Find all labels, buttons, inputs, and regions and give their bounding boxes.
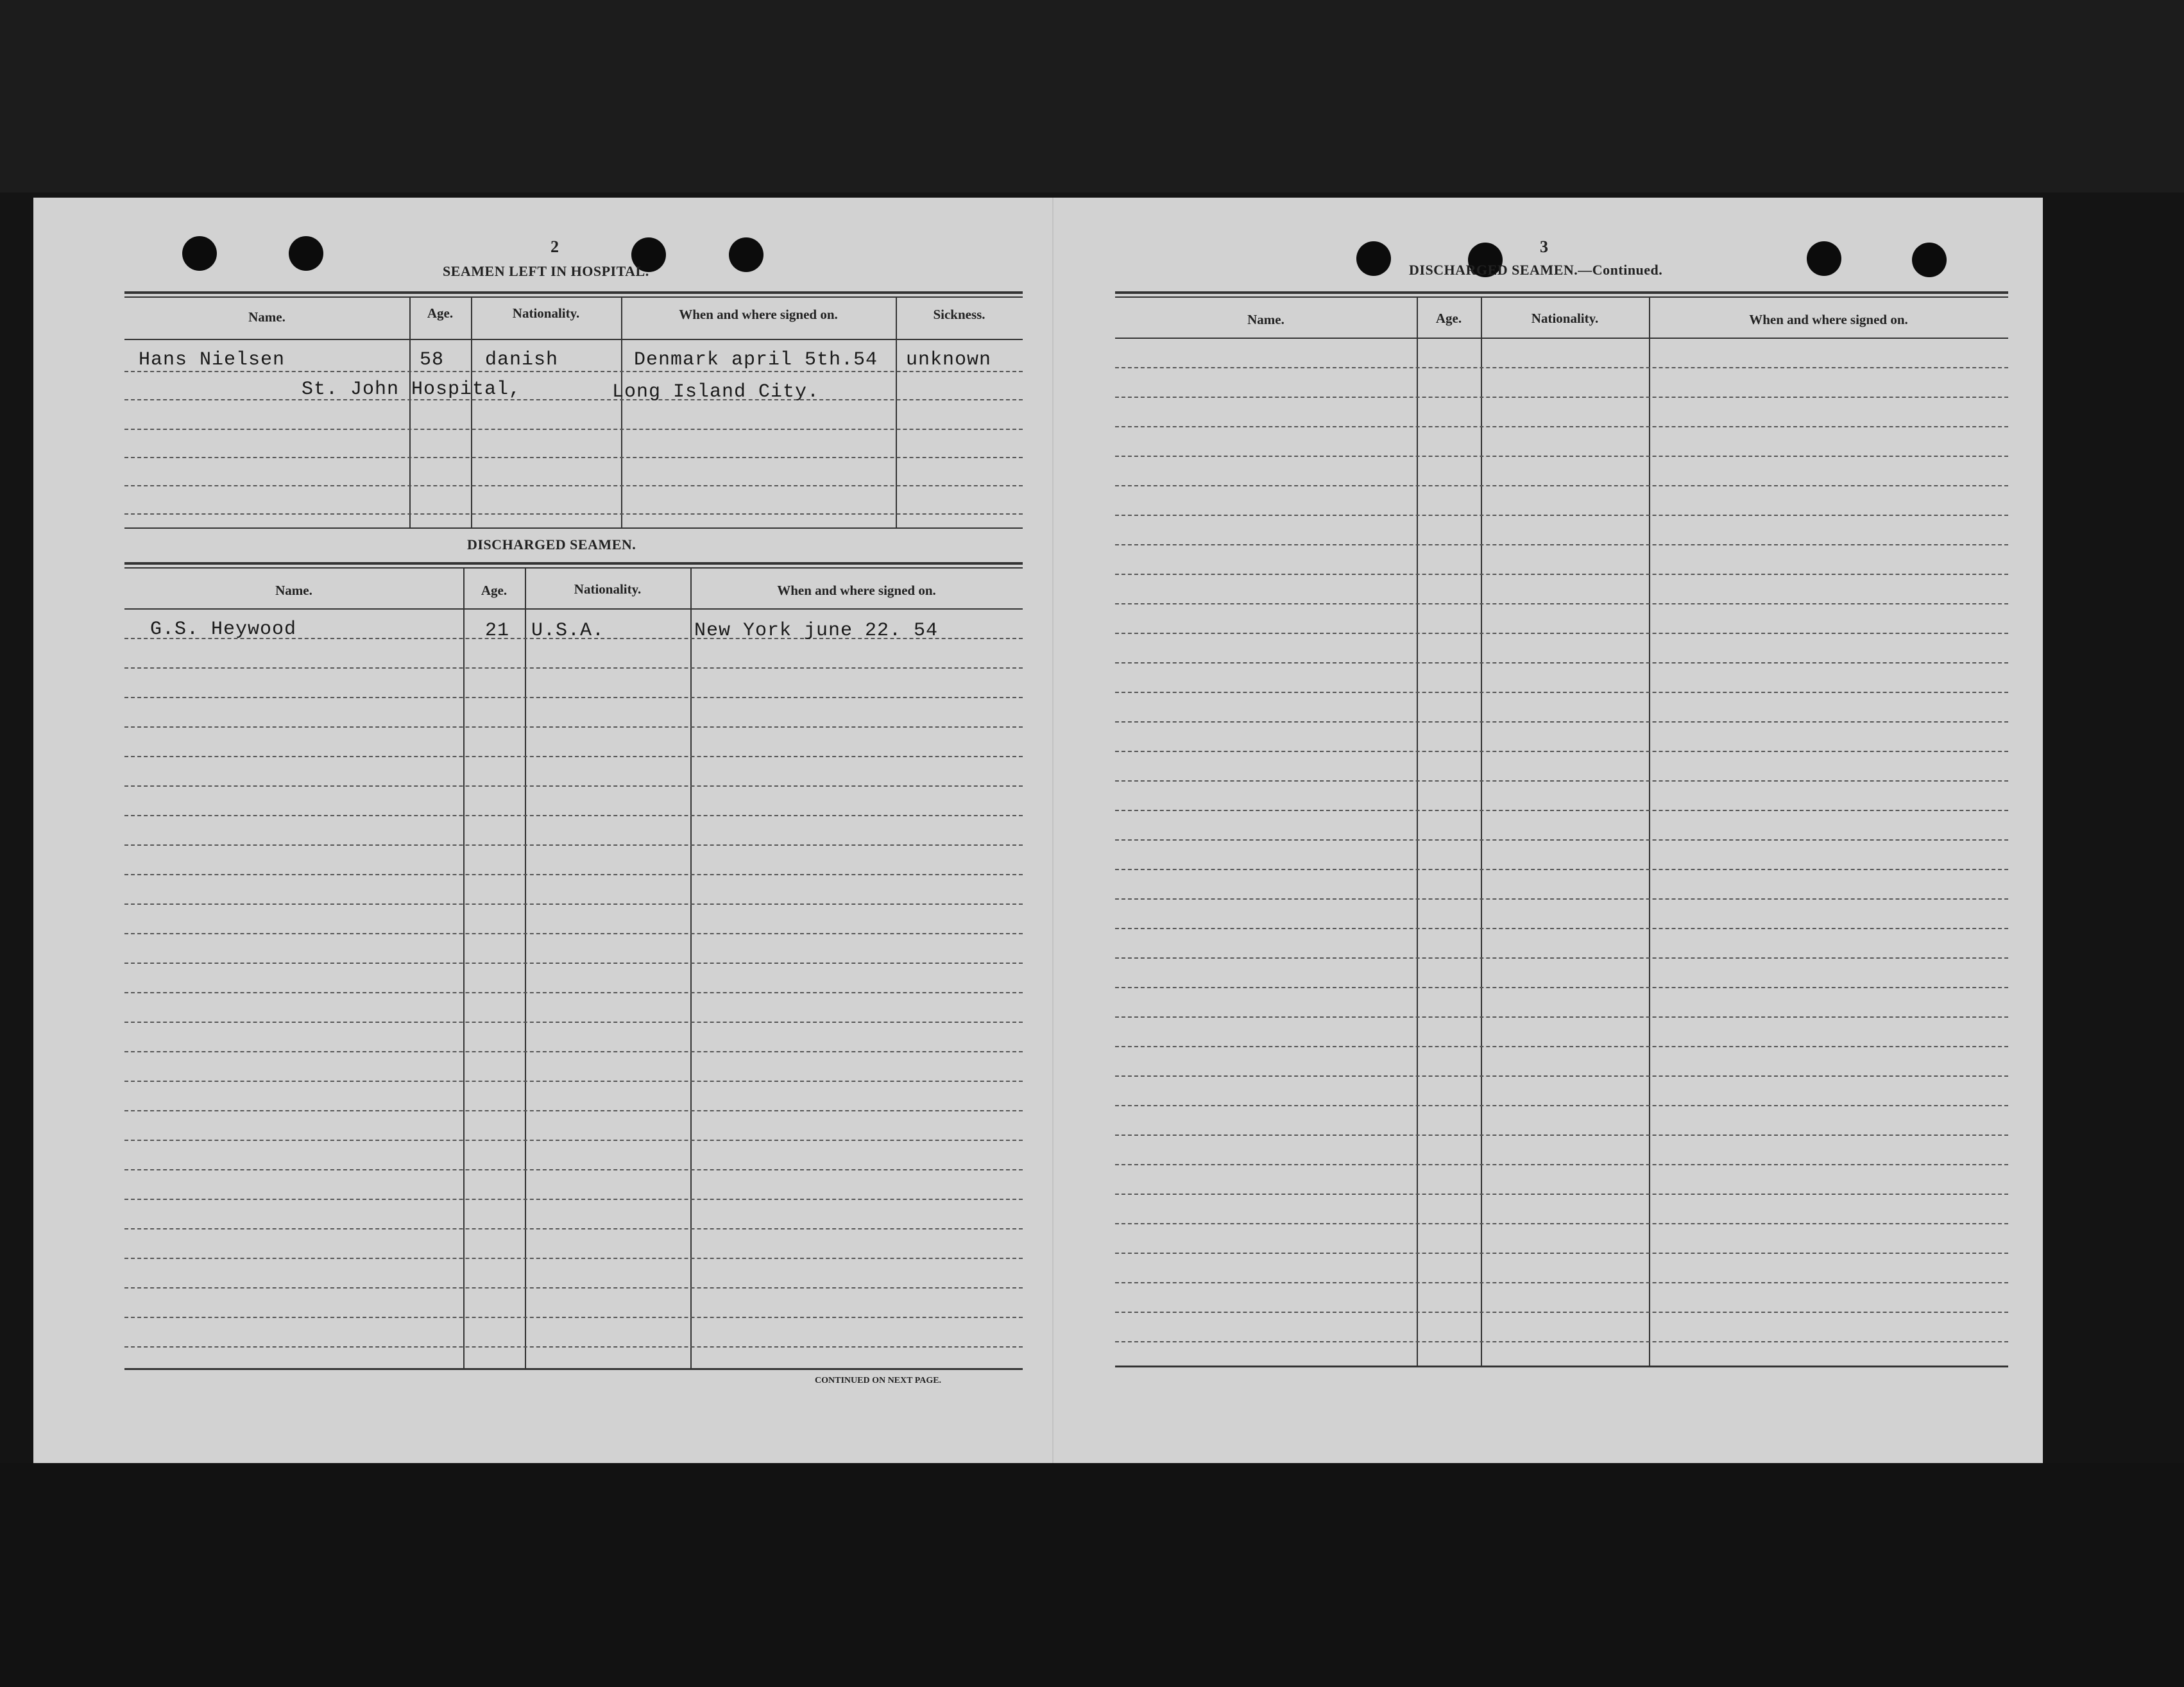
punch-hole: [1912, 243, 1947, 277]
hospital-section-title: SEAMEN LEFT IN HOSPITAL.: [443, 263, 649, 279]
discharged-entry-name: G.S. Heywood: [150, 619, 297, 640]
header-name: Name.: [275, 583, 312, 598]
header-signed-on: When and where signed on.: [679, 307, 838, 322]
scan-background-bottom: [0, 1463, 2184, 1687]
hospital-entry-location: Long Island City.: [612, 381, 820, 403]
hospital-table: [124, 291, 1023, 533]
header-nationality: Nationality.: [574, 581, 642, 597]
punch-hole: [182, 236, 217, 271]
hospital-entry-age: 58: [420, 349, 445, 371]
hospital-entry-signed-on: Denmark april 5th.54: [634, 349, 878, 371]
punch-hole: [1356, 241, 1391, 276]
discharged-entry-nationality: U.S.A.: [531, 620, 605, 642]
punch-hole: [1807, 241, 1841, 276]
hospital-entry-nationality: danish: [485, 349, 559, 371]
hospital-entry-name: Hans Nielsen: [139, 349, 286, 371]
header-name: Name.: [1247, 312, 1284, 327]
punch-hole: [289, 236, 323, 271]
header-sickness: Sickness.: [933, 307, 985, 322]
page-gutter: [1052, 198, 1054, 1463]
discharged-entry-signed-on: New York june 22. 54: [694, 620, 939, 642]
discharged-section-title: DISCHARGED SEAMEN.: [467, 536, 636, 552]
header-signed-on: When and where signed on.: [777, 583, 936, 598]
punch-hole: [729, 237, 764, 272]
header-name: Name.: [248, 309, 286, 325]
discharged-table: [124, 562, 1023, 1377]
header-age: Age.: [427, 305, 454, 321]
hospital-entry-hospital: St. John Hospital,: [302, 379, 522, 400]
document-sheet: [33, 198, 2043, 1463]
discharged-continued-title: DISCHARGED SEAMEN.—Continued.: [1409, 262, 1663, 278]
discharged-continued-table: [1115, 291, 2008, 1377]
header-signed-on: When and where signed on.: [1749, 312, 1908, 327]
hospital-entry-sickness: unknown: [906, 349, 992, 371]
page-number-right: 3: [1540, 237, 1548, 256]
header-nationality: Nationality.: [512, 305, 580, 321]
header-age: Age.: [1435, 311, 1462, 326]
header-age: Age.: [481, 583, 508, 598]
header-nationality: Nationality.: [1531, 311, 1599, 326]
page-number-left: 2: [550, 237, 559, 256]
discharged-entry-age: 21: [485, 620, 510, 642]
continued-note: CONTINUED ON NEXT PAGE.: [815, 1376, 942, 1385]
scan-background-top: [0, 0, 2184, 193]
